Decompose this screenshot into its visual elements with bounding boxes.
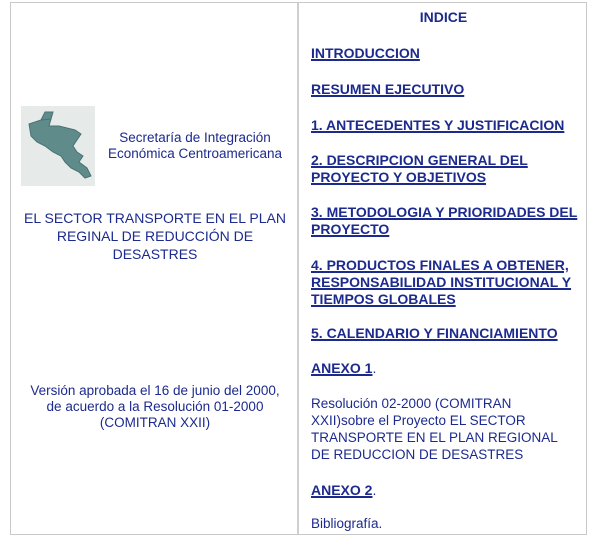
index-heading: INDICE — [419, 9, 468, 25]
toc-link-anexo-1[interactable] — [311, 360, 589, 377]
document-title-line: REGINAL DE REDUCCIÓN DE — [56, 228, 254, 244]
document-title — [17, 209, 293, 263]
toc-link-text[interactable]: 2. DESCRIPCION GENERAL DEL — [311, 152, 528, 168]
version-line: Versión aprobada el 16 de junio del 2000, — [30, 383, 280, 398]
index-column — [301, 3, 586, 534]
anexo-1-link[interactable]: ANEXO 1 — [311, 360, 373, 376]
version-note — [17, 383, 293, 431]
organization-name — [99, 130, 291, 162]
toc-link-descripcion-general[interactable] — [311, 152, 589, 186]
toc-link-text[interactable]: 3. METODOLOGIA Y PRIORIDADES DEL — [311, 204, 578, 220]
toc-link-text[interactable]: 4. PRODUCTOS FINALES A OBTENER, — [311, 257, 569, 273]
toc-link-metodologia[interactable] — [311, 204, 589, 238]
toc-link-text[interactable]: RESUMEN EJECUTIVO — [311, 81, 465, 97]
toc-link-text[interactable]: RESPONSABILIDAD INSTITUCIONAL Y — [311, 274, 572, 290]
toc-link-productos-finales[interactable] — [311, 257, 589, 308]
central-america-map-logo — [21, 106, 95, 186]
toc-link-text[interactable]: TIEMPOS GLOBALES — [311, 291, 456, 307]
anexo-1-description — [311, 395, 581, 463]
toc-link-antecedentes[interactable] — [311, 117, 589, 134]
toc-link-anexo-2[interactable] — [311, 482, 589, 499]
organization-line: Económica Centroamericana — [107, 146, 283, 161]
anexo-1-description-line: XXII)sobre el Proyecto EL SECTOR — [311, 413, 526, 428]
cover-column — [11, 3, 299, 534]
toc-link-calendario[interactable] — [311, 325, 589, 342]
anexo-2-link[interactable]: ANEXO 2 — [311, 482, 373, 498]
toc-link-text[interactable]: PROYECTO Y OBJETIVOS — [311, 169, 487, 185]
period: . — [372, 482, 377, 498]
period: . — [372, 360, 377, 376]
anexo-1-description-line: Resolución 02-2000 (COMITRAN — [311, 396, 512, 411]
anexo-1-description-line: DE REDUCCION DE DESASTRES — [311, 447, 524, 462]
version-line: (COMITRAN XXII) — [99, 415, 211, 430]
toc-link-text[interactable]: 1. ANTECEDENTES Y JUSTIFICACION — [311, 117, 565, 133]
toc-link-text[interactable]: 5. CALENDARIO Y FINANCIAMIENTO — [311, 325, 558, 341]
document-title-line: EL SECTOR TRANSPORTE EN EL PLAN — [24, 210, 286, 226]
anexo-2-description: Bibliografía. — [311, 516, 383, 531]
toc-link-text[interactable]: INTRODUCCION — [311, 45, 420, 61]
organization-line: Secretaría de Integración — [119, 130, 271, 145]
document-title-line: DESASTRES — [112, 246, 198, 262]
toc-link-text[interactable]: PROYECTO — [311, 221, 390, 237]
version-line: de acuerdo a la Resolución 01-2000 — [46, 399, 264, 414]
anexo-1-description-line: TRANSPORTE EN EL PLAN REGIONAL — [311, 430, 558, 445]
document-table — [10, 2, 587, 535]
toc-link-introduccion[interactable] — [311, 45, 589, 62]
toc-link-resumen-ejecutivo[interactable] — [311, 81, 589, 98]
